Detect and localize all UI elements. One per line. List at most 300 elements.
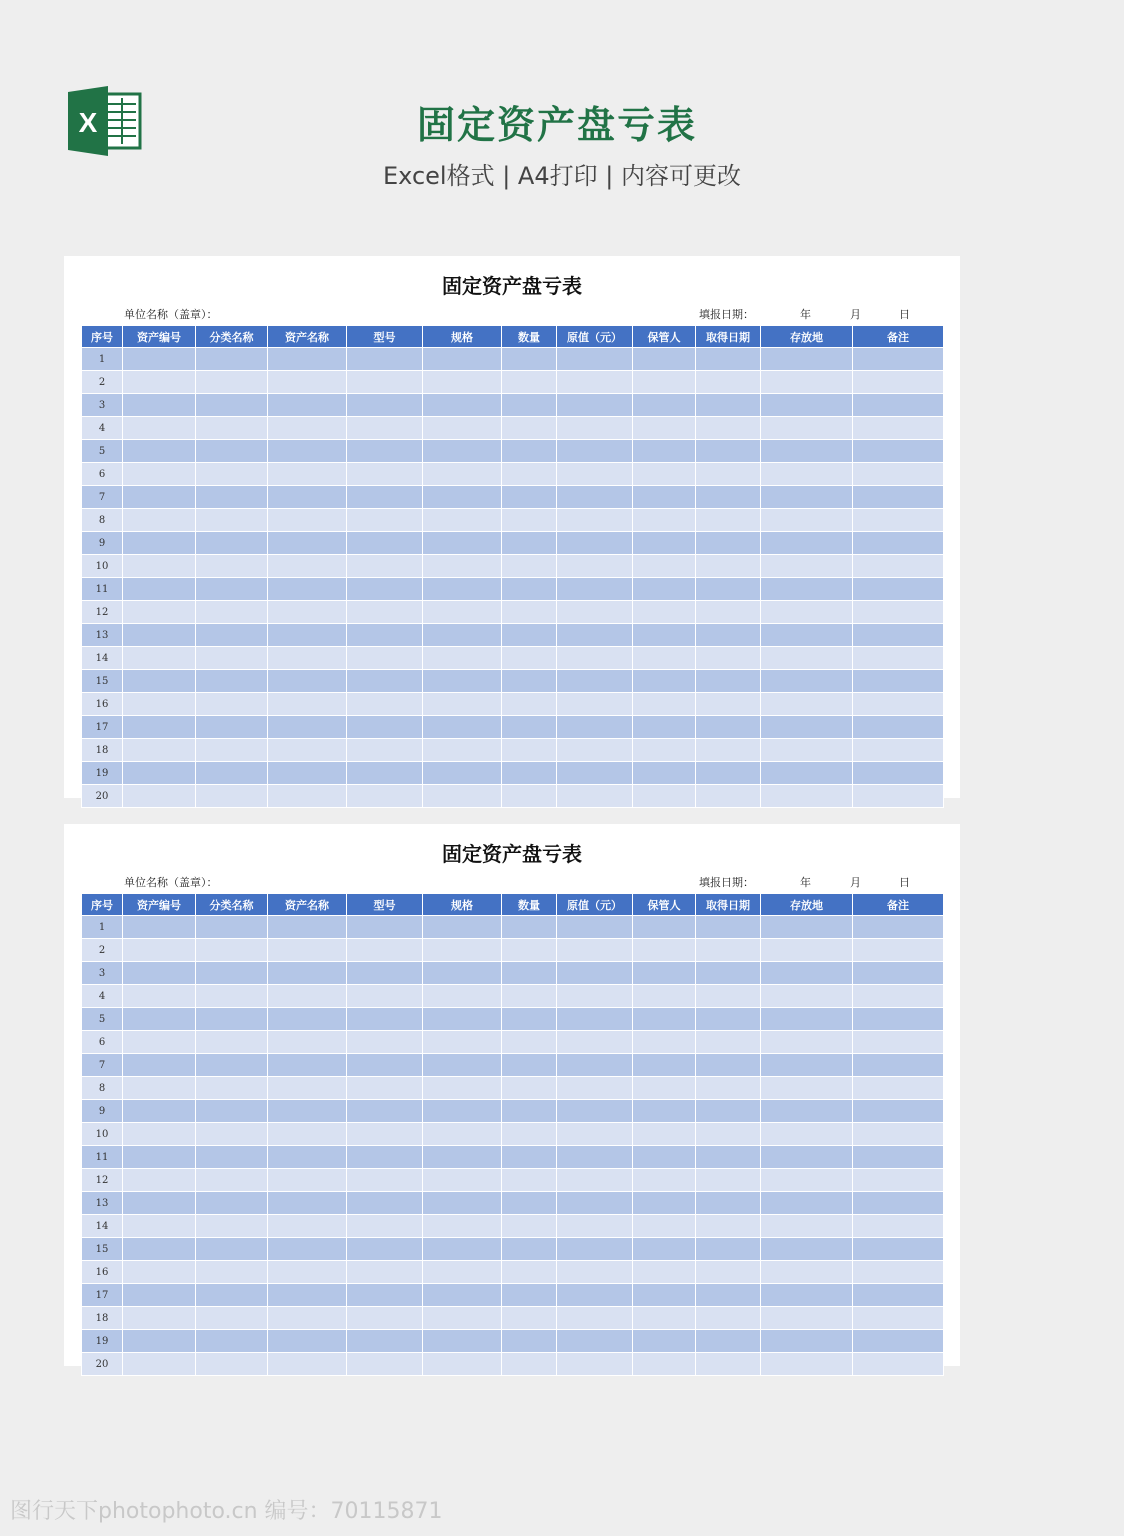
- table-cell[interactable]: [196, 440, 268, 463]
- table-cell[interactable]: [196, 417, 268, 440]
- row-number-cell[interactable]: 15: [82, 670, 123, 693]
- table-cell[interactable]: [696, 1215, 761, 1238]
- table-cell[interactable]: [196, 916, 268, 939]
- table-cell[interactable]: [761, 962, 853, 985]
- table-cell[interactable]: [696, 1054, 761, 1077]
- table-cell[interactable]: [557, 1330, 633, 1353]
- table-cell[interactable]: [423, 939, 502, 962]
- table-cell[interactable]: [347, 939, 423, 962]
- table-cell[interactable]: [696, 1077, 761, 1100]
- table-cell[interactable]: [633, 1031, 696, 1054]
- table-cell[interactable]: [761, 440, 853, 463]
- table-cell[interactable]: [423, 394, 502, 417]
- table-cell[interactable]: [557, 916, 633, 939]
- table-cell[interactable]: [123, 1353, 196, 1376]
- row-number-cell[interactable]: 9: [82, 532, 123, 555]
- table-cell[interactable]: [196, 939, 268, 962]
- table-cell[interactable]: [423, 532, 502, 555]
- table-cell[interactable]: [696, 785, 761, 808]
- table-cell[interactable]: [423, 962, 502, 985]
- table-cell[interactable]: [502, 601, 557, 624]
- table-cell[interactable]: [853, 985, 944, 1008]
- table-cell[interactable]: [557, 1192, 633, 1215]
- table-cell[interactable]: [268, 647, 347, 670]
- table-cell[interactable]: [268, 1192, 347, 1215]
- table-cell[interactable]: [761, 1284, 853, 1307]
- table-cell[interactable]: [557, 1261, 633, 1284]
- row-number-cell[interactable]: 7: [82, 486, 123, 509]
- table-cell[interactable]: [423, 693, 502, 716]
- table-cell[interactable]: [123, 555, 196, 578]
- table-cell[interactable]: [502, 440, 557, 463]
- table-cell[interactable]: [347, 624, 423, 647]
- table-cell[interactable]: [423, 1169, 502, 1192]
- table-cell[interactable]: [423, 348, 502, 371]
- table-cell[interactable]: [696, 1192, 761, 1215]
- table-cell[interactable]: [853, 739, 944, 762]
- table-cell[interactable]: [761, 939, 853, 962]
- table-cell[interactable]: [502, 762, 557, 785]
- table-cell[interactable]: [423, 739, 502, 762]
- row-number-cell[interactable]: 13: [82, 624, 123, 647]
- table-cell[interactable]: [196, 1261, 268, 1284]
- table-cell[interactable]: [502, 624, 557, 647]
- table-cell[interactable]: [761, 716, 853, 739]
- table-cell[interactable]: [853, 1284, 944, 1307]
- table-cell[interactable]: [633, 578, 696, 601]
- table-cell[interactable]: [853, 555, 944, 578]
- table-cell[interactable]: [268, 578, 347, 601]
- table-cell[interactable]: [196, 1192, 268, 1215]
- table-cell[interactable]: [268, 1284, 347, 1307]
- table-cell[interactable]: [502, 693, 557, 716]
- table-cell[interactable]: [696, 1284, 761, 1307]
- table-cell[interactable]: [557, 348, 633, 371]
- table-cell[interactable]: [502, 1307, 557, 1330]
- row-number-cell[interactable]: 11: [82, 578, 123, 601]
- table-cell[interactable]: [268, 1238, 347, 1261]
- table-cell[interactable]: [853, 1123, 944, 1146]
- table-cell[interactable]: [853, 1077, 944, 1100]
- table-cell[interactable]: [557, 1031, 633, 1054]
- table-cell[interactable]: [557, 417, 633, 440]
- table-cell[interactable]: [502, 1284, 557, 1307]
- table-cell[interactable]: [423, 463, 502, 486]
- table-cell[interactable]: [423, 578, 502, 601]
- table-cell[interactable]: [557, 1238, 633, 1261]
- table-cell[interactable]: [423, 670, 502, 693]
- table-cell[interactable]: [123, 1031, 196, 1054]
- table-cell[interactable]: [557, 762, 633, 785]
- table-cell[interactable]: [423, 1307, 502, 1330]
- table-cell[interactable]: [123, 1008, 196, 1031]
- table-cell[interactable]: [502, 1238, 557, 1261]
- table-cell[interactable]: [761, 624, 853, 647]
- table-cell[interactable]: [633, 1192, 696, 1215]
- table-cell[interactable]: [633, 1100, 696, 1123]
- table-cell[interactable]: [633, 1008, 696, 1031]
- table-cell[interactable]: [123, 1261, 196, 1284]
- table-cell[interactable]: [196, 348, 268, 371]
- table-cell[interactable]: [502, 509, 557, 532]
- table-cell[interactable]: [423, 647, 502, 670]
- table-cell[interactable]: [123, 785, 196, 808]
- table-cell[interactable]: [696, 670, 761, 693]
- table-cell[interactable]: [423, 762, 502, 785]
- table-cell[interactable]: [196, 670, 268, 693]
- table-cell[interactable]: [557, 693, 633, 716]
- row-number-cell[interactable]: 17: [82, 716, 123, 739]
- row-number-cell[interactable]: 20: [82, 1353, 123, 1376]
- table-cell[interactable]: [347, 1238, 423, 1261]
- table-cell[interactable]: [123, 1192, 196, 1215]
- table-cell[interactable]: [423, 716, 502, 739]
- table-cell[interactable]: [696, 1146, 761, 1169]
- table-cell[interactable]: [761, 693, 853, 716]
- table-cell[interactable]: [268, 670, 347, 693]
- table-cell[interactable]: [347, 1261, 423, 1284]
- table-cell[interactable]: [423, 916, 502, 939]
- table-cell[interactable]: [268, 1123, 347, 1146]
- table-cell[interactable]: [123, 739, 196, 762]
- table-cell[interactable]: [761, 1353, 853, 1376]
- table-cell[interactable]: [502, 555, 557, 578]
- table-cell[interactable]: [853, 624, 944, 647]
- table-cell[interactable]: [761, 1146, 853, 1169]
- table-cell[interactable]: [268, 371, 347, 394]
- table-cell[interactable]: [853, 371, 944, 394]
- table-cell[interactable]: [633, 670, 696, 693]
- table-cell[interactable]: [696, 1353, 761, 1376]
- table-cell[interactable]: [196, 1008, 268, 1031]
- table-cell[interactable]: [268, 440, 347, 463]
- table-cell[interactable]: [268, 693, 347, 716]
- table-cell[interactable]: [853, 962, 944, 985]
- table-cell[interactable]: [853, 509, 944, 532]
- table-cell[interactable]: [502, 670, 557, 693]
- table-cell[interactable]: [696, 716, 761, 739]
- table-cell[interactable]: [853, 1261, 944, 1284]
- table-cell[interactable]: [268, 463, 347, 486]
- table-cell[interactable]: [633, 647, 696, 670]
- table-cell[interactable]: [557, 985, 633, 1008]
- table-cell[interactable]: [696, 1031, 761, 1054]
- table-cell[interactable]: [123, 716, 196, 739]
- table-cell[interactable]: [696, 509, 761, 532]
- table-cell[interactable]: [196, 601, 268, 624]
- table-cell[interactable]: [853, 716, 944, 739]
- table-cell[interactable]: [633, 1307, 696, 1330]
- table-cell[interactable]: [123, 1169, 196, 1192]
- table-cell[interactable]: [347, 762, 423, 785]
- row-number-cell[interactable]: 18: [82, 1307, 123, 1330]
- table-cell[interactable]: [633, 762, 696, 785]
- table-cell[interactable]: [633, 371, 696, 394]
- row-number-cell[interactable]: 4: [82, 417, 123, 440]
- table-cell[interactable]: [502, 716, 557, 739]
- table-cell[interactable]: [557, 939, 633, 962]
- table-cell[interactable]: [696, 762, 761, 785]
- table-cell[interactable]: [196, 1077, 268, 1100]
- table-cell[interactable]: [633, 1330, 696, 1353]
- table-cell[interactable]: [347, 1031, 423, 1054]
- table-cell[interactable]: [423, 624, 502, 647]
- table-cell[interactable]: [268, 394, 347, 417]
- table-cell[interactable]: [196, 1146, 268, 1169]
- table-cell[interactable]: [268, 716, 347, 739]
- table-cell[interactable]: [268, 916, 347, 939]
- table-cell[interactable]: [423, 985, 502, 1008]
- table-cell[interactable]: [853, 532, 944, 555]
- table-cell[interactable]: [123, 1215, 196, 1238]
- table-cell[interactable]: [696, 440, 761, 463]
- table-cell[interactable]: [123, 486, 196, 509]
- table-cell[interactable]: [853, 1353, 944, 1376]
- table-cell[interactable]: [268, 1307, 347, 1330]
- table-cell[interactable]: [853, 440, 944, 463]
- table-cell[interactable]: [268, 601, 347, 624]
- table-cell[interactable]: [557, 1307, 633, 1330]
- table-cell[interactable]: [423, 486, 502, 509]
- table-cell[interactable]: [557, 601, 633, 624]
- table-cell[interactable]: [853, 1215, 944, 1238]
- table-cell[interactable]: [696, 463, 761, 486]
- table-cell[interactable]: [196, 985, 268, 1008]
- table-cell[interactable]: [761, 371, 853, 394]
- table-cell[interactable]: [761, 762, 853, 785]
- table-cell[interactable]: [423, 1100, 502, 1123]
- table-cell[interactable]: [761, 486, 853, 509]
- table-cell[interactable]: [696, 647, 761, 670]
- table-cell[interactable]: [123, 647, 196, 670]
- row-number-cell[interactable]: 7: [82, 1054, 123, 1077]
- row-number-cell[interactable]: 15: [82, 1238, 123, 1261]
- table-cell[interactable]: [502, 348, 557, 371]
- table-cell[interactable]: [761, 1054, 853, 1077]
- table-cell[interactable]: [423, 1008, 502, 1031]
- table-cell[interactable]: [761, 1031, 853, 1054]
- table-cell[interactable]: [347, 739, 423, 762]
- table-cell[interactable]: [761, 578, 853, 601]
- table-cell[interactable]: [268, 739, 347, 762]
- table-cell[interactable]: [853, 1031, 944, 1054]
- table-cell[interactable]: [557, 1146, 633, 1169]
- row-number-cell[interactable]: 6: [82, 1031, 123, 1054]
- row-number-cell[interactable]: 1: [82, 348, 123, 371]
- table-cell[interactable]: [123, 670, 196, 693]
- table-cell[interactable]: [633, 916, 696, 939]
- table-cell[interactable]: [557, 1284, 633, 1307]
- table-cell[interactable]: [502, 1261, 557, 1284]
- table-cell[interactable]: [557, 578, 633, 601]
- table-cell[interactable]: [196, 1284, 268, 1307]
- row-number-cell[interactable]: 16: [82, 1261, 123, 1284]
- table-cell[interactable]: [696, 348, 761, 371]
- row-number-cell[interactable]: 18: [82, 739, 123, 762]
- table-cell[interactable]: [268, 555, 347, 578]
- table-cell[interactable]: [633, 1215, 696, 1238]
- table-cell[interactable]: [696, 1330, 761, 1353]
- table-cell[interactable]: [196, 1169, 268, 1192]
- table-cell[interactable]: [423, 1192, 502, 1215]
- table-cell[interactable]: [123, 985, 196, 1008]
- table-cell[interactable]: [761, 670, 853, 693]
- row-number-cell[interactable]: 4: [82, 985, 123, 1008]
- table-cell[interactable]: [502, 486, 557, 509]
- table-cell[interactable]: [761, 555, 853, 578]
- table-cell[interactable]: [347, 716, 423, 739]
- table-cell[interactable]: [557, 1100, 633, 1123]
- table-cell[interactable]: [557, 716, 633, 739]
- table-cell[interactable]: [123, 371, 196, 394]
- table-cell[interactable]: [853, 1008, 944, 1031]
- table-cell[interactable]: [761, 417, 853, 440]
- table-cell[interactable]: [196, 1353, 268, 1376]
- table-cell[interactable]: [633, 601, 696, 624]
- table-cell[interactable]: [761, 601, 853, 624]
- table-cell[interactable]: [196, 647, 268, 670]
- table-cell[interactable]: [268, 1054, 347, 1077]
- table-cell[interactable]: [557, 463, 633, 486]
- table-cell[interactable]: [196, 624, 268, 647]
- table-cell[interactable]: [123, 394, 196, 417]
- table-cell[interactable]: [696, 939, 761, 962]
- table-cell[interactable]: [423, 1215, 502, 1238]
- table-cell[interactable]: [347, 486, 423, 509]
- table-cell[interactable]: [123, 624, 196, 647]
- row-number-cell[interactable]: 12: [82, 601, 123, 624]
- row-number-cell[interactable]: 3: [82, 394, 123, 417]
- table-cell[interactable]: [696, 578, 761, 601]
- table-cell[interactable]: [347, 985, 423, 1008]
- table-cell[interactable]: [633, 693, 696, 716]
- table-cell[interactable]: [853, 1307, 944, 1330]
- table-cell[interactable]: [423, 1146, 502, 1169]
- table-cell[interactable]: [123, 1077, 196, 1100]
- table-cell[interactable]: [268, 785, 347, 808]
- table-cell[interactable]: [347, 1146, 423, 1169]
- table-cell[interactable]: [423, 371, 502, 394]
- table-cell[interactable]: [853, 939, 944, 962]
- table-cell[interactable]: [696, 1307, 761, 1330]
- table-cell[interactable]: [123, 509, 196, 532]
- table-cell[interactable]: [347, 1169, 423, 1192]
- table-cell[interactable]: [123, 440, 196, 463]
- table-cell[interactable]: [761, 394, 853, 417]
- table-cell[interactable]: [502, 417, 557, 440]
- table-cell[interactable]: [196, 509, 268, 532]
- table-cell[interactable]: [696, 916, 761, 939]
- table-cell[interactable]: [696, 1100, 761, 1123]
- table-cell[interactable]: [633, 962, 696, 985]
- row-number-cell[interactable]: 17: [82, 1284, 123, 1307]
- table-cell[interactable]: [633, 555, 696, 578]
- table-cell[interactable]: [633, 532, 696, 555]
- table-cell[interactable]: [761, 1100, 853, 1123]
- row-number-cell[interactable]: 5: [82, 1008, 123, 1031]
- table-cell[interactable]: [423, 1284, 502, 1307]
- table-cell[interactable]: [502, 1031, 557, 1054]
- table-cell[interactable]: [853, 1146, 944, 1169]
- table-cell[interactable]: [347, 601, 423, 624]
- table-cell[interactable]: [557, 1054, 633, 1077]
- table-cell[interactable]: [196, 578, 268, 601]
- table-cell[interactable]: [123, 1100, 196, 1123]
- table-cell[interactable]: [502, 1123, 557, 1146]
- table-cell[interactable]: [347, 417, 423, 440]
- table-cell[interactable]: [696, 486, 761, 509]
- table-cell[interactable]: [347, 578, 423, 601]
- table-cell[interactable]: [196, 1238, 268, 1261]
- table-cell[interactable]: [502, 916, 557, 939]
- table-cell[interactable]: [123, 578, 196, 601]
- table-cell[interactable]: [761, 1307, 853, 1330]
- table-cell[interactable]: [696, 1008, 761, 1031]
- table-cell[interactable]: [761, 985, 853, 1008]
- table-cell[interactable]: [123, 1123, 196, 1146]
- table-cell[interactable]: [696, 739, 761, 762]
- table-cell[interactable]: [502, 1215, 557, 1238]
- row-number-cell[interactable]: 19: [82, 762, 123, 785]
- table-cell[interactable]: [268, 939, 347, 962]
- table-cell[interactable]: [268, 1146, 347, 1169]
- table-cell[interactable]: [696, 962, 761, 985]
- table-cell[interactable]: [853, 647, 944, 670]
- table-cell[interactable]: [633, 348, 696, 371]
- table-cell[interactable]: [196, 463, 268, 486]
- table-cell[interactable]: [557, 1169, 633, 1192]
- table-cell[interactable]: [633, 1238, 696, 1261]
- table-cell[interactable]: [268, 417, 347, 440]
- table-cell[interactable]: [347, 348, 423, 371]
- table-cell[interactable]: [633, 985, 696, 1008]
- table-cell[interactable]: [196, 1100, 268, 1123]
- table-cell[interactable]: [502, 1330, 557, 1353]
- table-cell[interactable]: [853, 762, 944, 785]
- table-cell[interactable]: [123, 1330, 196, 1353]
- row-number-cell[interactable]: 6: [82, 463, 123, 486]
- table-cell[interactable]: [196, 716, 268, 739]
- table-cell[interactable]: [268, 1353, 347, 1376]
- table-cell[interactable]: [268, 985, 347, 1008]
- table-cell[interactable]: [423, 1238, 502, 1261]
- table-cell[interactable]: [853, 394, 944, 417]
- table-cell[interactable]: [347, 962, 423, 985]
- table-cell[interactable]: [347, 693, 423, 716]
- row-number-cell[interactable]: 20: [82, 785, 123, 808]
- table-cell[interactable]: [696, 1261, 761, 1284]
- table-cell[interactable]: [123, 939, 196, 962]
- table-cell[interactable]: [502, 1192, 557, 1215]
- table-cell[interactable]: [633, 1146, 696, 1169]
- row-number-cell[interactable]: 1: [82, 916, 123, 939]
- table-cell[interactable]: [268, 1261, 347, 1284]
- table-cell[interactable]: [502, 1100, 557, 1123]
- table-cell[interactable]: [557, 394, 633, 417]
- table-cell[interactable]: [347, 1100, 423, 1123]
- row-number-cell[interactable]: 11: [82, 1146, 123, 1169]
- table-cell[interactable]: [123, 962, 196, 985]
- table-cell[interactable]: [196, 555, 268, 578]
- table-cell[interactable]: [633, 1077, 696, 1100]
- table-cell[interactable]: [557, 532, 633, 555]
- table-cell[interactable]: [268, 532, 347, 555]
- table-cell[interactable]: [557, 739, 633, 762]
- table-cell[interactable]: [423, 509, 502, 532]
- table-cell[interactable]: [502, 939, 557, 962]
- table-cell[interactable]: [123, 463, 196, 486]
- table-cell[interactable]: [557, 785, 633, 808]
